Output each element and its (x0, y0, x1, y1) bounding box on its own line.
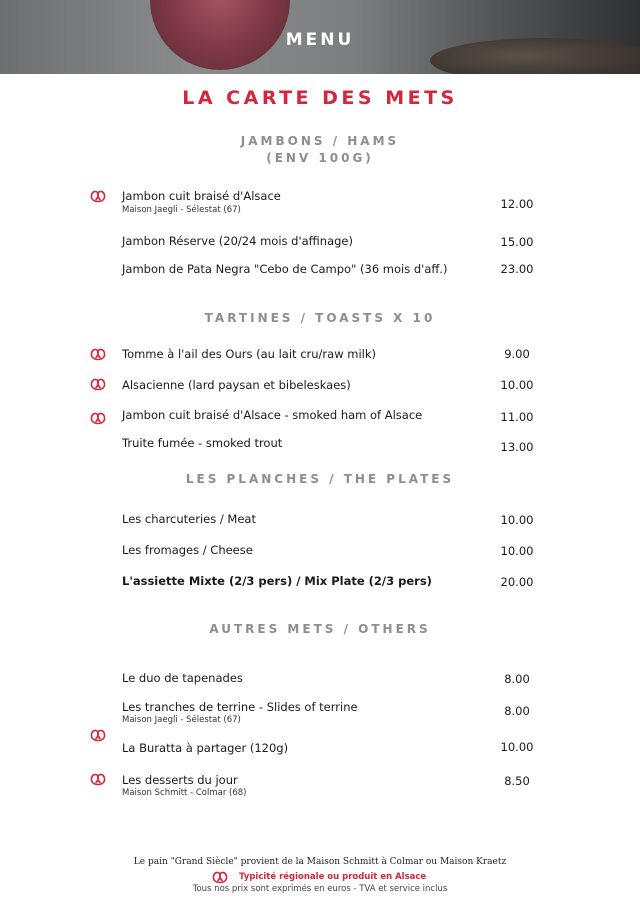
menu-item-name: Alsacienne (lard paysan et bibeleskaes) (122, 378, 351, 392)
pretzel-icon (90, 772, 106, 786)
menu-item-price: 9.00 (504, 347, 530, 361)
header-title: MENU (285, 30, 355, 50)
menu-item-name: La Buratta à partager (120g) (122, 741, 289, 755)
section-title-toasts: TARTINES / TOASTS X 10 (204, 311, 436, 325)
menu-item-price: 8.00 (504, 672, 530, 686)
menu-item-price: 10.00 (500, 740, 534, 754)
section-title-plates: LES PLANCHES / THE PLATES (185, 472, 455, 486)
section-title-hams (0, 133, 640, 167)
menu-item-price: 10.00 (500, 378, 534, 392)
menu-item-price: 10.00 (500, 513, 534, 527)
menu-item-name: Les desserts du jour (122, 773, 238, 787)
footer-legend-text: Typicité régionale ou produit en Alsace (239, 872, 427, 882)
menu-item-price: 20.00 (500, 575, 534, 589)
menu-item-price: 10.00 (500, 544, 534, 558)
menu-item-name: L'assiette Mixte (2/3 pers) / Mix Plate (2/3 pers) (122, 574, 432, 588)
menu-item-name: Jambon cuit braisé d'Alsace (122, 189, 281, 203)
menu-item-price: 23.00 (500, 262, 534, 276)
section-title-others: AUTRES METS / OTHERS (209, 622, 431, 636)
menu-item-name: Jambon cuit braisé d'Alsace - smoked ham of Alsace (122, 408, 423, 422)
menu-item-price: 11.00 (500, 410, 534, 424)
pretzel-icon (90, 411, 106, 425)
menu-item-name: Les tranches de terrine - Slides of terrine (122, 700, 358, 714)
menu-item-price: 13.00 (500, 440, 534, 454)
menu-item-price: 8.50 (504, 774, 530, 788)
menu-item-name: Jambon Réserve (20/24 mois d'affinage) (122, 234, 353, 248)
menu-item-name: Jambon de Pata Negra "Cebo de Campo" (36 mois d'aff.) (122, 262, 448, 276)
pretzel-icon (90, 347, 106, 361)
section-title-line: (ENV 100G) (266, 151, 374, 165)
menu-item-name: Les fromages / Cheese (122, 543, 253, 557)
pretzel-icon (90, 189, 106, 203)
menu-item-origin: Maison Jaegli - Sélestat (67) (122, 205, 241, 215)
pretzel-icon (90, 377, 106, 391)
menu-item-name: Les charcuteries / Meat (122, 512, 256, 526)
header-banner (0, 0, 640, 74)
section-title-line: JAMBONS / HAMS (240, 134, 400, 148)
page-title: LA CARTE DES METS (182, 87, 458, 109)
menu-item-name: Tomme à l'ail des Ours (au lait cru/raw milk) (122, 347, 376, 361)
menu-item-origin: Maison Schmitt - Colmar (68) (122, 788, 247, 798)
menu-item-price: 8.00 (504, 704, 530, 718)
pretzel-icon (90, 728, 106, 742)
pretzel-icon (212, 870, 228, 884)
footer-prices-note: Tous nos prix sont exprimés en euros - TVA et service inclus (192, 884, 448, 894)
footer-bread-note: Le pain "Grand Siècle" provient de la Maison Schmitt à Colmar ou Maison Kraetz (133, 857, 507, 867)
menu-item-origin: Maison Jaegli - Sélestat (67) (122, 715, 241, 725)
menu-item-price: 15.00 (500, 235, 534, 249)
menu-item-name: Truite fumée - smoked trout (122, 436, 283, 450)
menu-item-name: Le duo de tapenades (122, 671, 243, 685)
menu-item-price: 12.00 (500, 197, 534, 211)
